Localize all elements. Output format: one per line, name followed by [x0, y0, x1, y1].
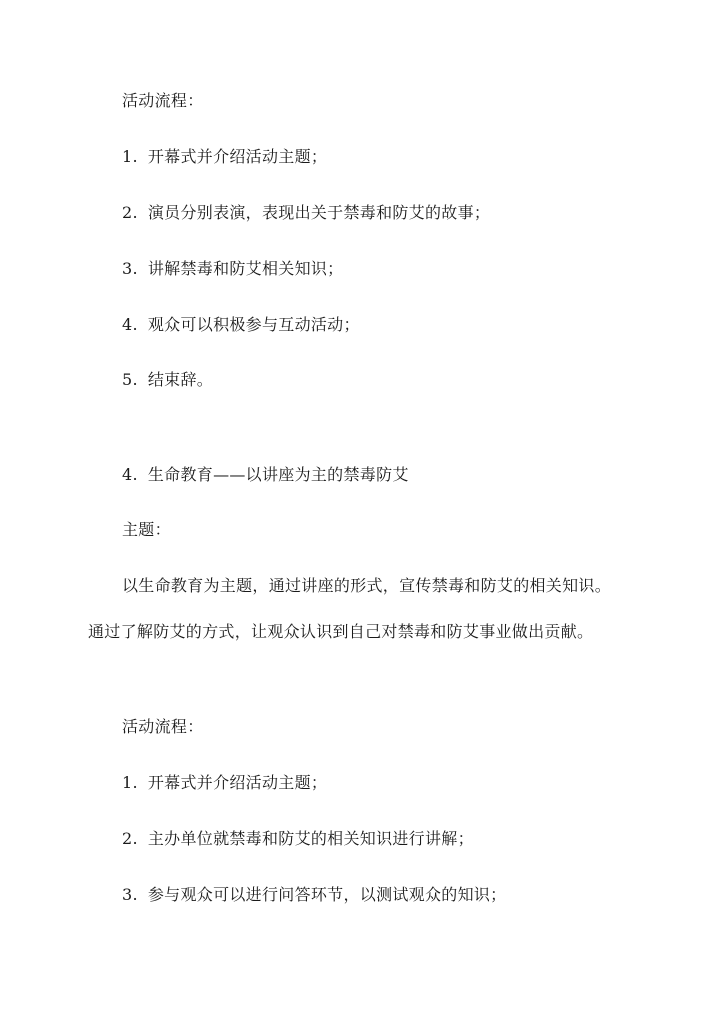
section2-step-3 [122, 885, 506, 905]
step-text: 主办单位就禁毒和防艾的相关知识进行讲解； [147, 829, 474, 848]
section-title-text: 生命教育——以讲座为主的禁毒防艾 [147, 465, 409, 484]
section2-title [122, 465, 409, 485]
section1-step-5 [122, 370, 213, 390]
theme-label: 主题： [122, 520, 171, 539]
step-number: 1. [122, 773, 138, 792]
step-text: 演员分别表演，表现出关于禁毒和防艾的故事； [147, 203, 491, 222]
step-text: 参与观众可以进行问答环节，以测试观众的知识； [147, 885, 507, 904]
theme-paragraph-line-2: 通过了解防艾的方式，让观众认识到自己对禁毒和防艾事业做出贡献。 [88, 622, 594, 641]
step-text: 开幕式并介绍活动主题； [147, 147, 328, 166]
step-text: 开幕式并介绍活动主题； [147, 773, 328, 792]
section2-flow-heading: 活动流程： [122, 717, 204, 736]
section1-step-3 [122, 259, 343, 279]
step-text: 讲解禁毒和防艾相关知识； [147, 259, 344, 278]
section2-step-2 [122, 829, 474, 849]
section1-step-1 [122, 147, 327, 167]
theme-paragraph-line-1: 以生命教育为主题，通过讲座的形式，宣传禁毒和防艾的相关知识。 [122, 576, 612, 595]
section1-step-4 [122, 315, 360, 335]
step-number: 2. [122, 203, 138, 222]
section1-heading: 活动流程： [122, 91, 204, 110]
step-number: 2. [122, 829, 138, 848]
step-number: 5. [122, 370, 138, 389]
section2-step-1 [122, 773, 327, 793]
step-number: 3. [122, 259, 138, 278]
step-number: 3. [122, 885, 138, 904]
section-number: 4. [122, 465, 138, 484]
step-number: 4. [122, 315, 138, 334]
step-number: 1. [122, 147, 138, 166]
step-text: 观众可以积极参与互动活动； [147, 315, 360, 334]
step-text: 结束辞。 [147, 370, 214, 389]
section1-step-2 [122, 203, 490, 223]
